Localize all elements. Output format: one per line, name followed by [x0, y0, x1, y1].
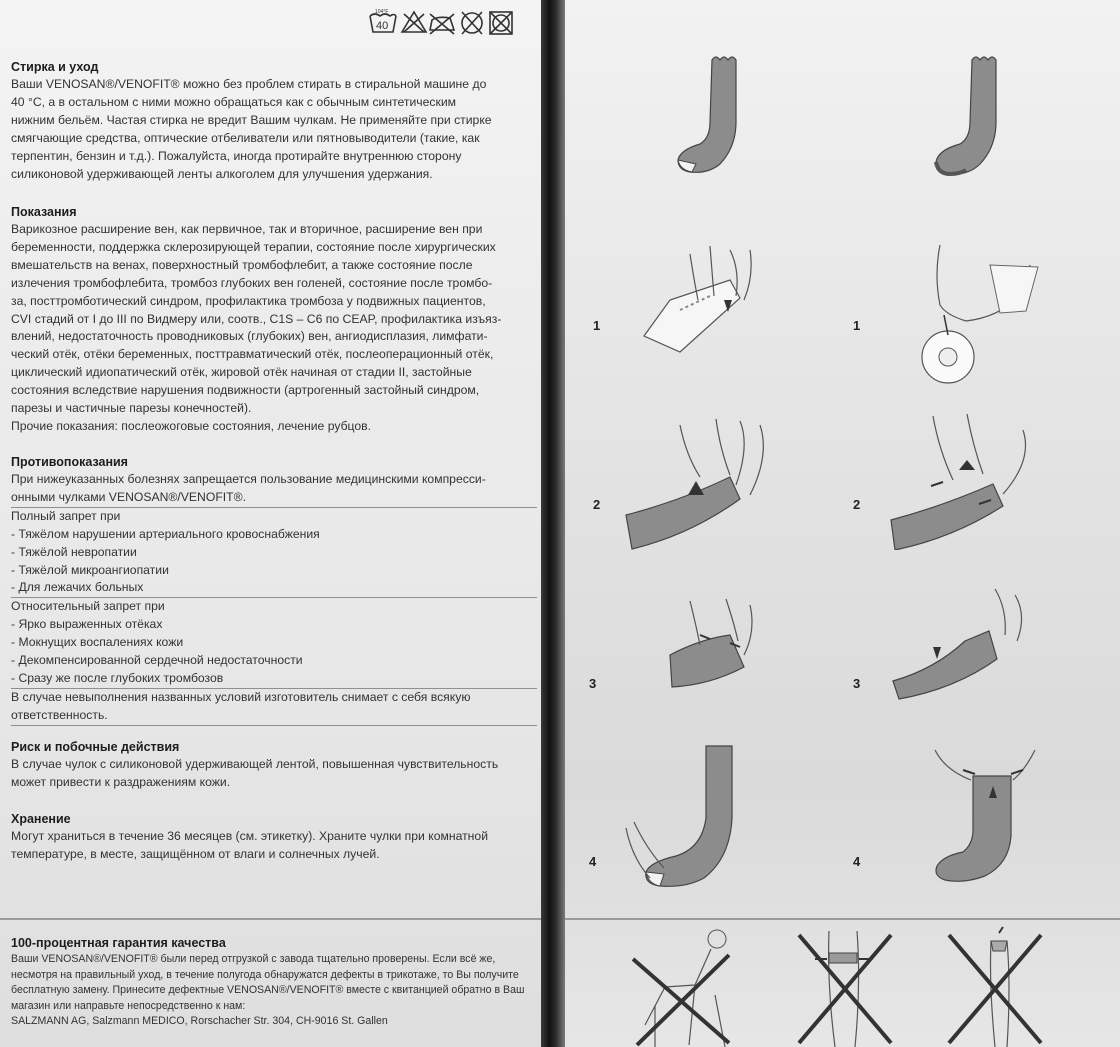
closed-toe-stocking-illustration: [930, 52, 1010, 182]
step-number: 3: [589, 676, 597, 691]
step-2-open-toe-illustration: [620, 415, 790, 555]
absolute-item: - Тяжёлом нарушении артериального кровоснабжения: [11, 526, 320, 541]
care-symbols: [368, 8, 528, 36]
step-4-open-toe-illustration: [620, 738, 740, 898]
indications-line: CVI стадий от I до III по Видмеру или, соотв., C1S – C6 по CEAP, профилактика изъяз-: [11, 311, 502, 326]
washing-line: смягчающие средства, оптические отбеливатели или пятновыводители (такие, как: [11, 130, 480, 145]
indications-line: Прочие показания: послеожоговые состояния, лечение рубцов.: [11, 418, 372, 433]
guarantee-line: Ваши VENOSAN®/VENOFIT® были перед отгрузкой с завода тщательно проверены. Если всё же,: [11, 953, 496, 965]
relative-item: - Сразу же после глубоких тромбозов: [11, 670, 224, 685]
disclaimer-line: ответственность.: [11, 707, 108, 722]
step-3-open-toe-illustration: [660, 595, 770, 705]
relative-item: - Ярко выраженных отёках: [11, 617, 163, 632]
wrong-folded-illustration: [945, 925, 1045, 1047]
contraindications-intro: онными чулками VENOSAN®/VENOFIT®.: [11, 489, 246, 504]
indications-line: ческий отёк, отёки беременных, посттравматический отёк, послеоперационный отёк,: [11, 347, 494, 362]
risks-line: В случае чулок с силиконовой удерживающей лентой, повышенная чувствительность: [11, 757, 499, 771]
step-4-closed-toe-illustration: [915, 740, 1045, 890]
indications-line: беременности, поддержка склерозирующей терапии, состояние после хирургических: [11, 239, 496, 254]
absolute-title: Полный запрет при: [11, 508, 121, 523]
wash-temp-label: 40: [376, 20, 389, 32]
indications-heading: Показания: [11, 205, 77, 219]
wash-temp-top: 104°F: [375, 9, 389, 15]
no-iron-icon: [430, 14, 454, 34]
absolute-item: - Тяжёлой невропатии: [11, 544, 137, 559]
guarantee-heading: 100-процентная гарантия качества: [11, 936, 226, 950]
storage-section: [11, 810, 537, 864]
storage-heading: Хранение: [11, 812, 71, 826]
step-number: 4: [589, 854, 597, 869]
indications-section: [11, 203, 537, 436]
risks-line: может привести к раздражениям кожи.: [11, 774, 231, 789]
illustrations-page: [565, 0, 1120, 1047]
indications-line: циклический идиопатический отёк, жировой отёк начиная от стадии II, застойные: [11, 365, 472, 380]
indications-line: Варикозное расширение вен, как первичное, так и вторичное, расширение вен при: [11, 222, 483, 236]
page-fold: [541, 0, 565, 1047]
step-3-closed-toe-illustration: [885, 585, 1035, 705]
relative-item: - Декомпенсированной сердечной недостаточности: [11, 653, 303, 668]
indications-line: влений, недостаточность проводниковых (глубоких) вен, ангиодисплазия, лимфати-: [11, 329, 488, 344]
washing-heading: Стирка и уход: [11, 60, 99, 74]
washing-line: 40 °C, а в остальном с ними можно обращаться как с обычным синтетическим: [11, 94, 457, 109]
divider: [565, 918, 1120, 920]
divider: [0, 918, 541, 920]
no-tumble-dry-icon: [462, 12, 482, 34]
contraindications-section: [11, 453, 537, 726]
washing-line: терпентин, бензин и т.д.). Пожалуйста, иногда протирайте внутреннюю сторону: [11, 148, 462, 163]
washing-line: нижним бельём. Частая стирка не вредит Вашим чулкам. Не применяйте при стирке: [11, 112, 492, 127]
guarantee-section: [11, 934, 537, 1030]
storage-line: температуре, в месте, защищённом от влаги и солнечных лучей.: [11, 846, 380, 861]
risks-heading: Риск и побочные действия: [11, 740, 180, 754]
guarantee-address: SALZMANN AG, Salzmann MEDICO, Rorschacher Str. 304, CH-9016 St. Gallen: [11, 1015, 388, 1028]
wash-40-icon: [370, 9, 396, 32]
indications-line: излечения тромбофлебита, тромбоз глубоких вен голеней, состояние после тромбо-: [11, 275, 493, 290]
relative-title: Относительный запрет при: [11, 599, 165, 614]
indications-line: состояния вследствие нарушения подвижности (артрогенный застойный синдром,: [11, 383, 480, 398]
no-dry-clean-icon: [490, 12, 512, 34]
washing-line: силиконовой удерживающей ленты алкоголем для улучшения удержания.: [11, 166, 433, 181]
absolute-item: - Тяжёлой микроангиопатии: [11, 562, 169, 577]
wrong-rolled-top-illustration: [795, 925, 895, 1047]
step-1-closed-toe-illustration: [910, 235, 1040, 385]
step-number: 2: [593, 497, 601, 512]
guarantee-line: магазин или направьте непосредственно к нам:: [11, 999, 246, 1012]
risks-section: [11, 738, 537, 792]
storage-line: Могут храниться в течение 36 месяцев (см. этикетку). Храните чулки при комнатной: [11, 829, 489, 843]
relative-item: - Мокнущих воспалениях кожи: [11, 635, 184, 650]
absolute-item: - Для лежачих больных: [11, 580, 144, 595]
step-2-closed-toe-illustration: [883, 410, 1043, 550]
washing-section: [11, 58, 537, 183]
step-1-open-toe-illustration: [640, 240, 780, 360]
indications-line: парезы и частичные парезы конечностей).: [11, 401, 252, 416]
step-number: 4: [853, 854, 861, 869]
no-bleach-icon: [402, 12, 426, 32]
step-number: 3: [853, 676, 861, 691]
washing-line: Ваши VENOSAN®/VENOFIT® можно без проблем стирать в стиральной машине до: [11, 77, 487, 91]
step-number: 1: [593, 318, 601, 333]
step-number: 2: [853, 497, 861, 512]
instructions-text-page: [0, 0, 541, 1047]
divider: [11, 725, 537, 726]
guarantee-line: несмотря на правильный уход, в течение полугода обнаружатся дефекты в трикотаже, то Вы получите: [11, 968, 519, 981]
open-toe-stocking-illustration: [670, 52, 750, 182]
contraindications-intro: При нижеуказанных болезнях запрещается пользование медицинскими компресси-: [11, 472, 486, 486]
indications-line: вмешательств на венах, поверхностный тромбофлебит, а также состояние после: [11, 257, 473, 272]
contraindications-heading: Противопоказания: [11, 455, 128, 469]
step-number: 1: [853, 318, 861, 333]
guarantee-line: бесплатную замену. Принесите дефектные VENOSAN®/VENOFIT® вместе с квитанцией обратно в Ваш: [11, 984, 525, 997]
disclaimer-line: В случае невыполнения названных условий изготовитель снимает с себя всякую: [11, 689, 471, 704]
wrong-sitting-illustration: [625, 925, 745, 1047]
indications-line: за, посттромботический синдром, профилактика тромбоза у подвижных пациентов,: [11, 293, 486, 308]
